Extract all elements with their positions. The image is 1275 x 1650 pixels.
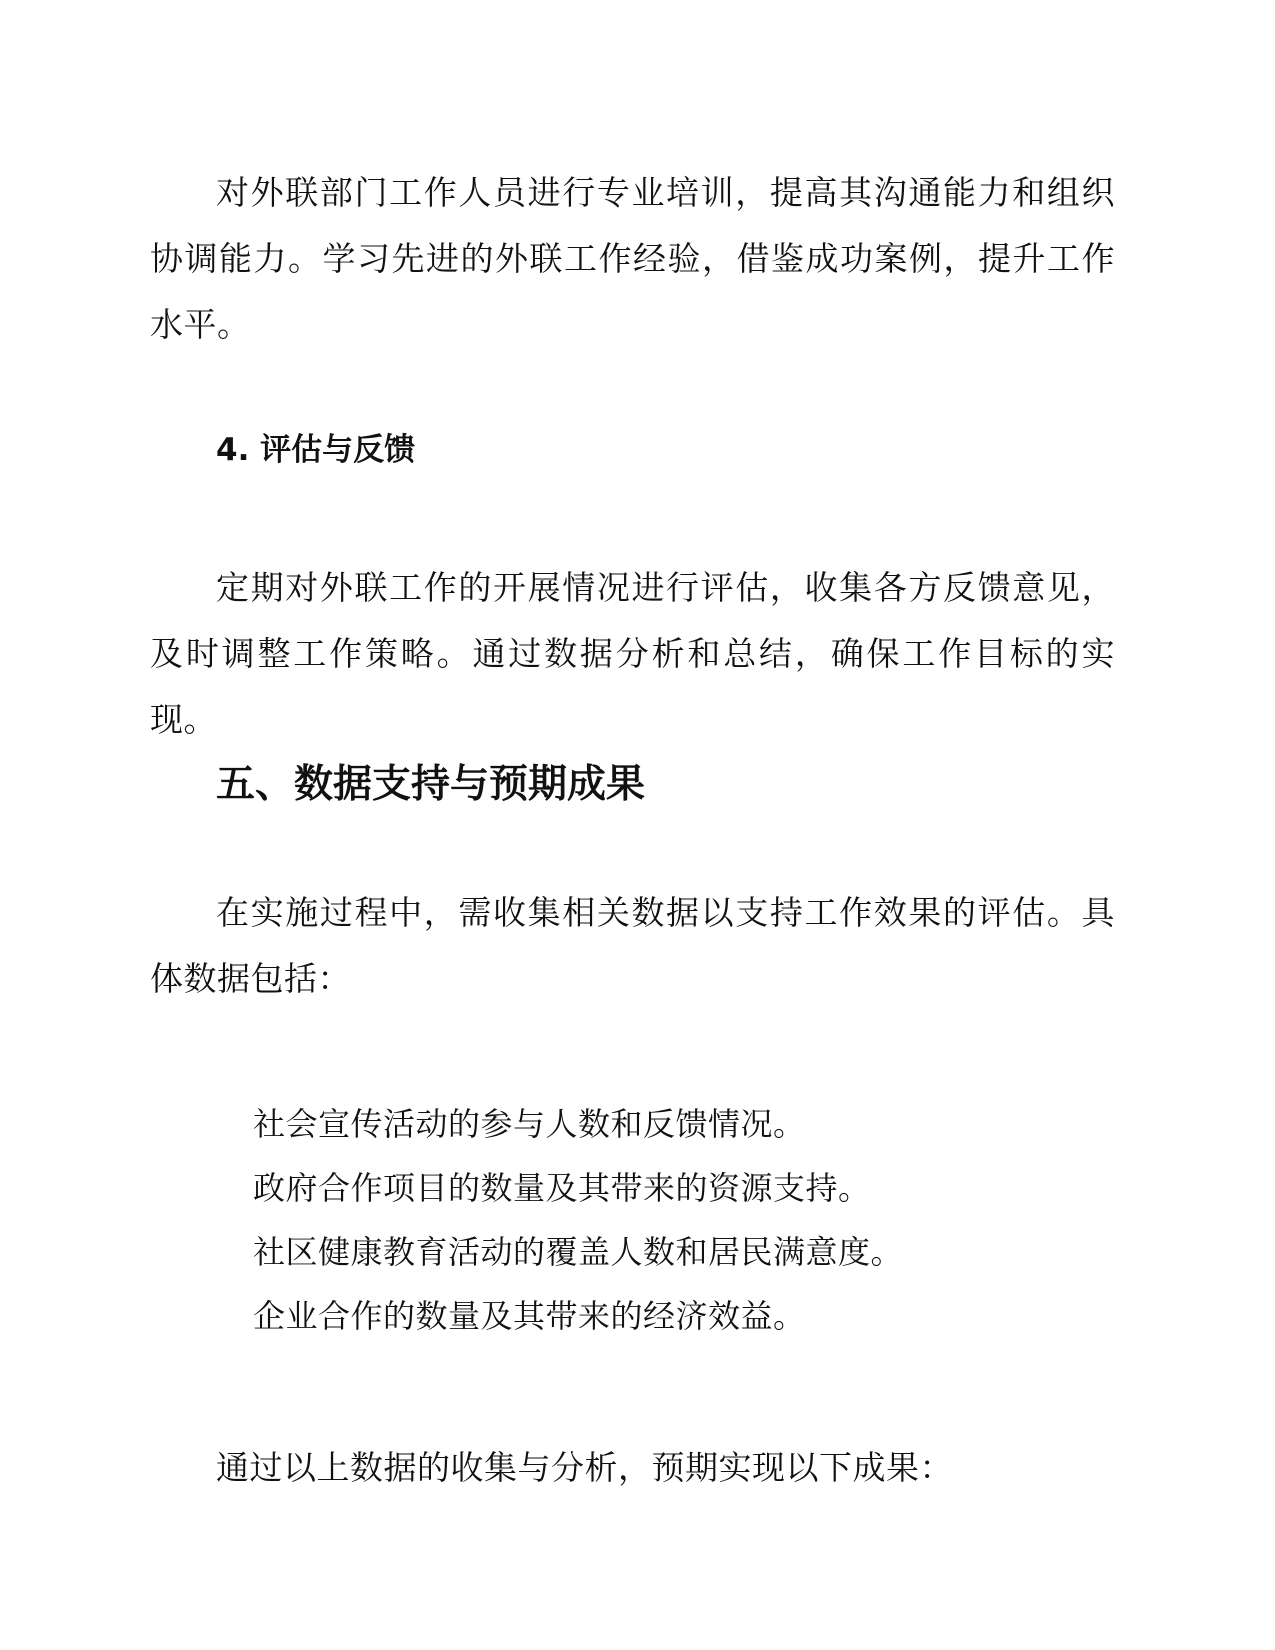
list-item: 政府合作项目的数量及其带来的资源支持。	[253, 1169, 871, 1207]
list-item: 社会宣传活动的参与人数和反馈情况。	[253, 1105, 806, 1143]
section-heading-data-support: 五、数据支持与预期成果	[216, 762, 646, 807]
list-item: 企业合作的数量及其带来的经济效益。	[253, 1297, 806, 1335]
paragraph-evaluation: 定期对外联工作的开展情况进行评估，收集各方反馈意见，及时调整工作策略。通过数据分析和总结，确保工作目标的实现。	[150, 568, 1115, 739]
paragraph-training: 对外联部门工作人员进行专业培训，提高其沟通能力和组织协调能力。学习先进的外联工作经验，借鉴成功案例，提升工作水平。	[150, 173, 1115, 344]
paragraph-expected-results: 通过以上数据的收集与分析，预期实现以下成果：	[216, 1448, 953, 1487]
paragraph-data-collection: 在实施过程中，需收集相关数据以支持工作效果的评估。具体数据包括：	[150, 893, 1115, 998]
list-item: 社区健康教育活动的覆盖人数和居民满意度。	[253, 1233, 904, 1271]
subheading-evaluation-feedback: 4. 评估与反馈	[216, 432, 416, 468]
data-items-list	[253, 1092, 903, 1348]
